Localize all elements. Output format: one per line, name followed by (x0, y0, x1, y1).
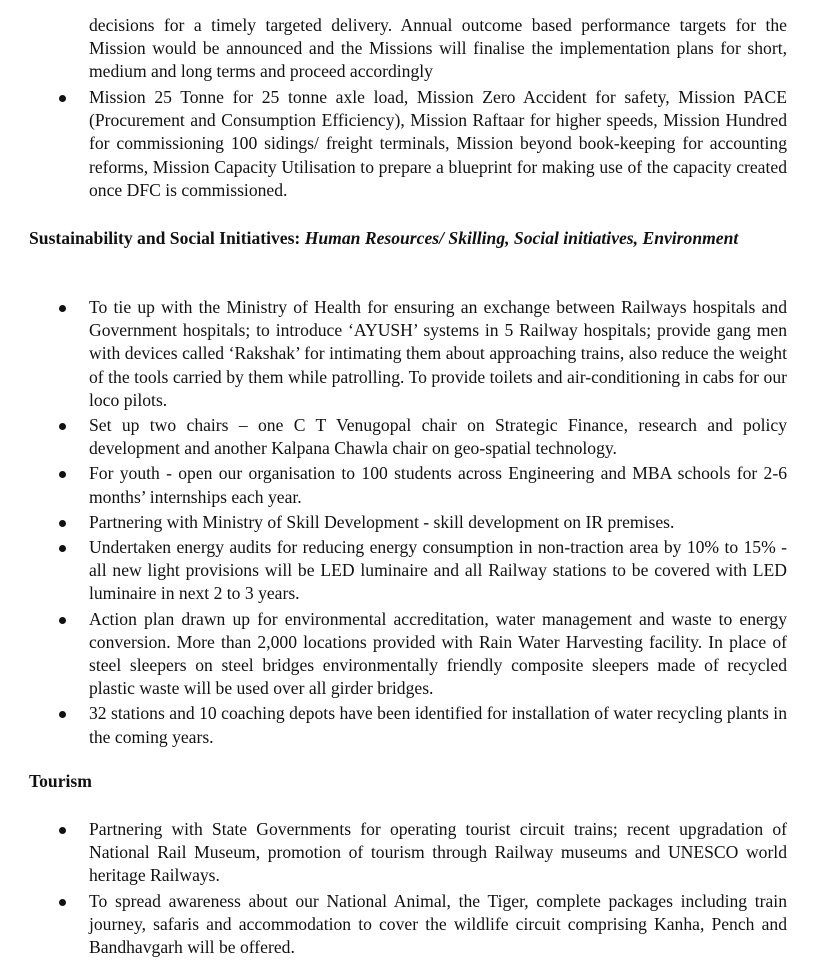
intro-continuation-paragraph: decisions for a timely targeted delivery. Annual outcome based performance targets for the Mission would be announced and the Missions will finalise the implementation plans for short, medium and long terms and proceed accordingly (89, 15, 787, 82)
list-item (0, 86, 787, 202)
list-item (0, 890, 787, 960)
list-item (0, 296, 787, 412)
list-item-text: To spread awareness about our National Animal, the Tiger, complete packages including train journey, safaris and accommodation to cover the wildlife circuit comprising Kanha, Pench and Bandhavgarh will be offered. (89, 890, 787, 958)
list-item-text: Mission 25 Tonne for 25 tonne axle load, Mission Zero Accident for safety, Mission PACE (Procurement and Consumption Efficiency), Mission Raftaar for higher speeds, Mission Hundred for commissioning 100 sidings/ freight terminals, Mission beyond book-keeping for accounting reforms, Mission Capacity Utilisation to prepare a blueprint for making use of the capacity created once DFC is commissioned. (89, 87, 787, 200)
list-item-text: Partnering with State Governments for operating tourist circuit trains; recent upgradation of National Rail Museum, promotion of tourism through Railway museums and UNESCO world heritage Railways. (89, 819, 787, 886)
section-heading-bold: Sustainability and Social Initiatives: (29, 228, 305, 248)
list-item (0, 511, 787, 534)
list-item-text: Undertaken energy audits for reducing energy consumption in non-traction area by 10% to 15% - all new light provisions will be LED luminaire and all Railway stations to be covered with LED luminaire in next 2 to 3 years. (89, 537, 787, 604)
tourism-bullet-list (0, 818, 833, 961)
bullet-icon (59, 827, 66, 834)
bullet-icon (59, 617, 66, 624)
bullet-icon (59, 899, 66, 906)
section-heading-tourism: Tourism (29, 771, 92, 791)
bullet-icon (59, 471, 66, 478)
bullet-icon (59, 520, 66, 527)
bullet-icon (59, 95, 66, 102)
sustainability-bullet-list (0, 296, 833, 751)
section-heading-sustainability (29, 227, 787, 250)
list-item-text: Partnering with Ministry of Skill Development - skill development on IR premises. (89, 511, 675, 532)
bullet-icon (59, 545, 66, 552)
bullet-icon (59, 711, 66, 718)
list-item-text: 32 stations and 10 coaching depots have been identified for installation of water recycling plants in the coming years. (89, 703, 787, 747)
list-item-text: For youth - open our organisation to 100 students across Engineering and MBA schools for 2-6 months’ internships each year. (89, 463, 787, 507)
list-item (0, 818, 787, 888)
bullet-icon (59, 305, 66, 312)
list-item-text: Action plan drawn up for environmental accreditation, water management and waste to energy conversion. More than 2,000 locations provided with Rain Water Harvesting facility. In place of steel sleepers on steel bridges environmentally friendly composite sleepers made of recycled plastic waste will be used over all girder bridges. (89, 608, 787, 699)
list-item (0, 462, 787, 508)
bullet-icon (59, 423, 66, 430)
list-item-text: Set up two chairs – one C T Venugopal chair on Strategic Finance, research and policy development and another Kalpana Chawla chair on geo-spatial technology. (89, 415, 787, 459)
list-item (0, 702, 787, 748)
section-heading-italic: Human Resources/ Skilling, Social initiatives, Environment (304, 228, 739, 248)
list-item (0, 414, 787, 460)
list-item (0, 536, 787, 606)
intro-bullet-list (0, 86, 833, 204)
list-item-text: To tie up with the Ministry of Health for ensuring an exchange between Railways hospitals and Government hospitals; to introduce ‘AYUSH’ systems in 5 Railway hospitals; provide gang men with devices called ‘Rakshak’ for intimating them about approaching trains, also reduce the weight of the tools carried by them while patrolling. To provide toilets and air-conditioning in cabs for our loco pilots. (89, 297, 787, 410)
list-item (0, 608, 787, 701)
